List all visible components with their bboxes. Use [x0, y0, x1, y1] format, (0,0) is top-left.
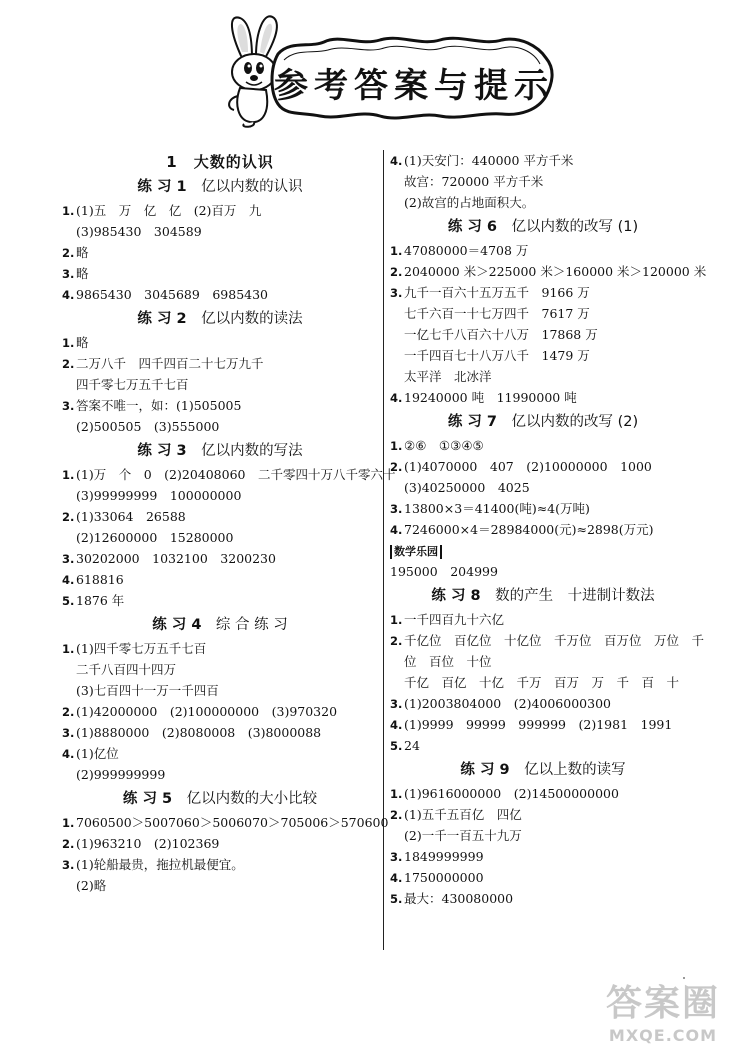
section-title: 亿以内数的写法	[201, 443, 303, 459]
answer-item: 1. ②⑥ ①③④⑤	[390, 438, 484, 453]
header-banner	[220, 12, 560, 130]
answer-item: 3. (1)8880000 (2)8080008 (3)8000088	[62, 725, 322, 740]
section-title: 亿以内数的改写 (1)	[511, 219, 639, 235]
answer-text: 19240000 吨 11990000 吨	[404, 390, 577, 405]
section-label: 练 习 5	[122, 791, 173, 807]
answer-item: 3. 九千一百六十五万五千 9166 万	[390, 285, 590, 300]
answer-text: (1)9999 99999 999999 (2)1981 1991	[404, 717, 673, 732]
answer-text: 1849999999	[404, 849, 484, 864]
answer-item: 2. 略	[62, 245, 89, 260]
section-title: 亿以内数的大小比较	[186, 791, 318, 807]
answer-continuation: (2)500505 (3)555000	[76, 419, 220, 434]
answer-item: 5. 24	[390, 738, 420, 753]
answer-text: (1)五 万 亿 亿 (2)百万 九	[76, 203, 262, 218]
section-heading-ex1	[62, 175, 378, 199]
right-column	[390, 150, 707, 910]
section-label: 练 习 1	[137, 179, 187, 195]
answer-text: 7060500＞5007060＞5006070＞705006＞570600	[76, 815, 389, 830]
answer-continuation: (2)12600000 15280000	[76, 530, 234, 545]
section-heading-ex4	[62, 613, 378, 637]
answer-continuation: (3)985430 304589	[76, 224, 202, 239]
answer-text: (1)轮船最贵，拖拉机最便宜。	[76, 857, 244, 872]
section-title: 亿以内数的认识	[201, 179, 303, 195]
section-label: 练 习 3	[137, 443, 187, 459]
section-heading-ex3	[62, 439, 378, 463]
section-label: 练 习 9	[460, 762, 510, 778]
answer-text: 二万八千 四千四百二十七万九千	[76, 356, 264, 371]
page-title: 参考答案与提示	[274, 65, 554, 106]
answer-text: 30202000 1032100 3200230	[76, 551, 276, 566]
answer-continuation: 七千六百一十七万四千 7617 万	[404, 306, 590, 321]
answer-text: (1)8880000 (2)8080008 (3)8000088	[76, 725, 322, 740]
answer-item: 3. 13800×3＝41400(吨)≈4(万吨)	[390, 501, 590, 516]
answer-text: (1)9616000000 (2)14500000000	[404, 786, 619, 801]
answer-item: 3. (1)2003804000 (2)4006000300	[390, 696, 611, 711]
answer-text: 答案不唯一，如：(1)505005	[76, 398, 242, 413]
answer-text: 略	[76, 245, 89, 260]
answer-item: 3. 略	[62, 266, 89, 281]
answer-continuation: 四千零七万五千七百	[76, 377, 189, 392]
answer-item: 1. (1)9616000000 (2)14500000000	[390, 786, 619, 801]
section-label: 练 习 2	[137, 311, 187, 327]
answer-item: 4. 1750000000	[390, 870, 484, 885]
answer-text: 7246000×4＝28984000(元)≈2898(万元)	[404, 522, 654, 537]
answer-text: (1)亿位	[76, 746, 119, 761]
answer-text: 最大：430080000	[404, 891, 514, 906]
section-title: 亿以内数的读法	[201, 311, 303, 327]
answer-text: (1)万 个 0 (2)20408060 二千零四十万八千零六十	[76, 467, 396, 482]
answer-item: 1. (1)四千零七万五千七百	[62, 641, 207, 656]
section-title: 数的产生 十进制计数法	[495, 588, 655, 604]
answer-item: 3. 1849999999	[390, 849, 484, 864]
answer-continuation: 千亿 百亿 十亿 千万 百万 万 千 百 十	[404, 675, 680, 690]
section-heading-ex6	[390, 215, 696, 239]
section-title: 综 合 练 习	[215, 617, 288, 633]
answer-item: 4. (1)亿位	[62, 746, 119, 761]
section-label: 练 习 4	[152, 617, 202, 633]
answer-item: 4. 9865430 3045689 6985430	[62, 287, 269, 302]
answer-item: 2. (1)963210 (2)102369	[62, 836, 220, 851]
answer-item: 1. 略	[62, 335, 89, 350]
section-heading-ex2	[62, 307, 378, 331]
chapter-heading: 1 大数的认识	[166, 153, 274, 171]
answer-continuation: 一千四百七十八万八千 1479 万	[404, 348, 590, 363]
answer-item: 2. 二万八千 四千四百二十七万九千	[62, 356, 264, 371]
answer-text: (1)2003804000 (2)4006000300	[404, 696, 611, 711]
answer-continuation: (3)40250000 4025	[404, 480, 530, 495]
answer-text: ②⑥ ①③④⑤	[404, 438, 484, 453]
left-column	[62, 150, 396, 897]
answer-item: 4. 618816	[62, 572, 124, 587]
fun-corner-answer: 195000 204999	[390, 564, 498, 579]
answer-continuation: 位 百位 十位	[404, 654, 492, 669]
answer-continuation: (2)略	[76, 878, 107, 893]
answer-item: 4. 7246000×4＝28984000(元)≈2898(万元)	[390, 522, 654, 537]
answer-continuation: 故宫：720000 平方千米	[404, 174, 544, 189]
answer-text: (1)4070000 407 (2)10000000 1000	[404, 459, 652, 474]
answer-item: 1. 7060500＞5007060＞5006070＞705006＞570600	[62, 815, 389, 830]
answer-item: 3. 答案不唯一，如：(1)505005	[62, 398, 242, 413]
answer-item: 1. 一千四百九十六亿	[390, 612, 505, 627]
section-heading-ex7	[390, 410, 696, 434]
answer-item: 1. 47080000＝4708 万	[390, 243, 529, 258]
answer-item: 2. (1)五千五百亿 四亿	[390, 807, 522, 822]
answer-continuation: (3)七百四十一万一千四百	[76, 683, 219, 698]
answer-item: 4. 19240000 吨 11990000 吨	[390, 390, 577, 405]
answer-item: 1. (1)五 万 亿 亿 (2)百万 九	[62, 203, 262, 218]
answer-item: 2. (1)42000000 (2)100000000 (3)970320	[62, 704, 338, 719]
answer-text: 618816	[76, 572, 124, 587]
answer-item: 5. 最大：430080000	[390, 891, 514, 906]
section-title: 亿以上数的读写	[524, 762, 626, 778]
answer-text: (1)33064 26588	[76, 509, 186, 524]
watermark-url: MXQE.COM	[608, 1026, 718, 1045]
section-title: 亿以内数的改写 (2)	[511, 414, 639, 430]
section-heading-ex5	[62, 787, 378, 811]
section-label: 练 习 7	[447, 414, 498, 430]
answer-continuation: (2)999999999	[76, 767, 166, 782]
section-heading-ex8	[390, 584, 696, 608]
answer-text: (1)五千五百亿 四亿	[404, 807, 522, 822]
answer-text: (1)963210 (2)102369	[76, 836, 220, 851]
answer-text: 47080000＝4708 万	[404, 243, 529, 258]
watermark-logo-text: 答案圈	[605, 983, 720, 1024]
answer-continuation: 二千八百四十四万	[76, 662, 177, 677]
section-label: 练 习 8	[431, 588, 481, 604]
answer-text: 2040000 米＞225000 米＞160000 米＞120000 米	[404, 264, 707, 279]
answer-text: (1)天安门：440000 平方千米	[404, 153, 574, 168]
answer-item: 3. 30202000 1032100 3200230	[62, 551, 276, 566]
answer-item: 2. 千亿位 百亿位 十亿位 千万位 百万位 万位 千	[390, 633, 705, 648]
answer-continuation: (3)99999999 100000000	[76, 488, 242, 503]
answer-item: 2. 2040000 米＞225000 米＞160000 米＞120000 米	[390, 264, 707, 279]
answer-item: 2. (1)4070000 407 (2)10000000 1000	[390, 459, 652, 474]
fun-corner	[390, 541, 696, 561]
fun-corner-label: 数学乐园	[390, 545, 442, 559]
section-heading-ex9	[390, 758, 696, 782]
answer-text: 略	[76, 335, 89, 350]
answer-text: (1)42000000 (2)100000000 (3)970320	[76, 704, 338, 719]
answer-continuation: 一亿七千八百六十八万 17868 万	[404, 327, 598, 342]
answer-item: 3. (1)轮船最贵，拖拉机最便宜。	[62, 857, 244, 872]
answer-item: 5. 1876 年	[62, 593, 125, 608]
scan-dot	[683, 977, 685, 979]
answer-continuation: 太平洋 北冰洋	[404, 369, 492, 384]
answer-text: 一千四百九十六亿	[404, 612, 505, 627]
answer-continuation: (2)故宫的占地面积大。	[404, 195, 535, 210]
answer-item: 1. (1)万 个 0 (2)20408060 二千零四十万八千零六十	[62, 467, 396, 482]
answer-text: 24	[404, 738, 420, 753]
section-label: 练 习 6	[447, 219, 498, 235]
answer-text: 9865430 3045689 6985430	[76, 287, 269, 302]
answer-item: 4. (1)9999 99999 999999 (2)1981 1991	[390, 717, 673, 732]
answer-text: 1750000000	[404, 870, 484, 885]
answer-item: 2. (1)33064 26588	[62, 509, 186, 524]
answer-text: (1)四千零七万五千七百	[76, 641, 207, 656]
answer-text: 13800×3＝41400(吨)≈4(万吨)	[404, 501, 590, 516]
answer-text: 1876 年	[76, 593, 125, 608]
answer-continuation: (2)一千一百五十九万	[404, 828, 522, 843]
answer-text: 千亿位 百亿位 十亿位 千万位 百万位 万位 千	[404, 633, 705, 648]
answer-text: 略	[76, 266, 89, 281]
watermark	[588, 982, 738, 1052]
answer-item: 4. (1)天安门：440000 平方千米	[390, 153, 574, 168]
answer-text: 九千一百六十五万五千 9166 万	[404, 285, 590, 300]
